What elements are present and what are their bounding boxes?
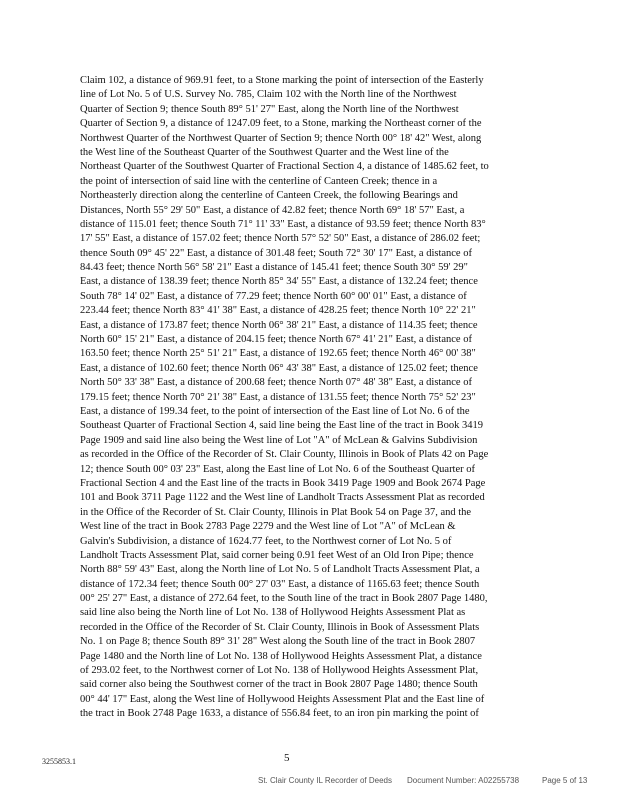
text-line: West line of the tract in Book 2783 Page 2279 and the West line of Lot "A" of McLean &: [80, 521, 456, 533]
text-line: the point of intersection of said line with the centerline of Canteen Creek; thence in a: [80, 175, 438, 187]
text-line: 00° 25' 27" East, a distance of 272.64 feet, to the South line of the tract in Book 2807 Page 1480,: [80, 593, 488, 605]
text-line: North 60° 15' 21" East, a distance of 204.15 feet; thence North 67° 41' 21" East, a distance of: [80, 334, 472, 346]
text-line: North 50° 33' 38" East, a distance of 200.68 feet; thence North 07° 48' 38" East, a distance of: [80, 377, 472, 389]
text-line: 17' 55" East, a distance of 157.02 feet; thence North 57° 52' 50" East, a distance of 286.02 feet;: [80, 233, 481, 245]
text-line: in the Office of the Recorder of St. Clair County, Illinois in Plat Book 54 on Page 37, and the: [80, 506, 472, 518]
text-line: 101 and Book 3711 Page 1122 and the West line of Landholt Tracts Assessment Plat as recorded: [80, 492, 485, 504]
text-line: Southeast Quarter of Fractional Section 4, said line being the East line of the tract in Book 3419: [80, 420, 483, 432]
document-number: Document Number: A02255738: [407, 776, 520, 785]
text-line: Quarter of Section 9, a distance of 1247.09 feet, to a Stone, marking the Northeast corner of the: [80, 118, 482, 130]
text-line: line of Lot No. 5 of U.S. Survey No. 785, Claim 102 with the North line of the Northwest: [80, 89, 457, 101]
text-line: Claim 102, a distance of 969.91 feet, to a Stone marking the point of intersection of the Easterly: [80, 75, 484, 86]
page-number: 5: [284, 752, 290, 764]
footer-document-id: 3255853.1: [42, 757, 76, 766]
text-line: East, a distance of 199.34 feet, to the point of intersection of the East line of Lot No. 6 of the: [80, 405, 470, 417]
text-line: as recorded in the Office of the Recorder of St. Clair County, Illinois in Book of Plats 42 on Page: [80, 449, 489, 461]
legal-description-text: [80, 74, 570, 722]
recorder-source: St. Clair County IL Recorder of Deeds: [258, 776, 392, 785]
text-line: 12; thence South 00° 03' 23" East, along the East line of Lot No. 6 of the Southeast Quarter of: [80, 463, 476, 475]
text-line: 84.43 feet; thence North 56° 58' 21" East a distance of 145.41 feet; thence South 30° 59' 29": [80, 262, 468, 274]
text-line: No. 1 on Page 8; thence South 89° 31' 28" West along the South line of the tract in Book 2807: [80, 636, 476, 648]
text-line: the West line of the Southeast Quarter of the Southwest Quarter and the West line of the: [80, 146, 449, 158]
text-line: said corner also being the Southwest corner of the tract in Book 2807 Page 1480; thence South: [80, 679, 478, 691]
text-line: distance of 172.34 feet; thence South 00° 27' 03" East, a distance of 1165.63 feet; thence South: [80, 578, 480, 590]
text-line: 163.50 feet; thence North 25° 51' 21" East, a distance of 192.65 feet; thence North 46° 00' 38": [80, 348, 476, 360]
text-line: Northwest Quarter of the Northwest Quarter of Section 9; thence North 00° 18' 42" West, along: [80, 132, 482, 144]
text-line: North 88° 59' 43" East, along the North line of Lot No. 5 of Landholt Tracts Assessment Plat, a: [80, 564, 480, 576]
text-line: Distances, North 55° 29' 50" East, a distance of 42.82 feet; thence North 69° 18' 57" East, a: [80, 204, 465, 216]
text-line: Northeast Quarter of the Southwest Quarter of Fractional Section 4, a distance of 1485.62 feet, to: [80, 161, 489, 173]
text-line: South 78° 14' 02" East, a distance of 77.29 feet; thence North 60° 00' 01" East, a distance of: [80, 290, 467, 302]
text-line: Fractional Section 4 and the East line of the tracts in Book 3419 Page 1909 and Book 2674 Page: [80, 477, 486, 489]
text-line: recorded in the Office of the Recorder of St. Clair County, Illinois in Book of Assessment Plats: [80, 621, 480, 633]
text-line: said line also being the North line of Lot No. 138 of Hollywood Heights Assessment Plat as: [80, 607, 466, 619]
text-line: Quarter of Section 9; thence South 89° 51' 27" East, along the North line of the Northwest: [80, 103, 459, 115]
text-line: of 293.02 feet, to the Northwest corner of Lot No. 138 of Hollywood Heights Assessment Plat,: [80, 665, 479, 677]
page-indicator: Page 5 of 13: [542, 776, 588, 785]
text-line: Page 1480 and the North line of Lot No. 138 of Hollywood Heights Assessment Plat, a distance: [80, 650, 482, 662]
text-line: 179.15 feet; thence North 70° 21' 38" East, a distance of 131.55 feet; thence North 75° 52' 23": [80, 391, 476, 403]
text-line: thence South 09° 45' 22" East, a distance of 301.48 feet; South 72° 30' 17" East, a distance of: [80, 247, 472, 259]
text-line: distance of 115.01 feet; thence South 71° 11' 33" East, a distance of 93.59 feet; thence North 83°: [80, 218, 486, 230]
text-line: 00° 44' 17" East, along the West line of Hollywood Heights Assessment Plat and the East line of: [80, 693, 485, 705]
text-line: 223.44 feet; thence North 83° 41' 38" East, a distance of 428.25 feet; thence North 10° 22' 21": [80, 305, 476, 317]
text-line: East, a distance of 102.60 feet; thence North 06° 43' 38" East, a distance of 125.02 feet; thence: [80, 362, 478, 374]
text-line: East, a distance of 173.87 feet; thence North 06° 38' 21" East, a distance of 114.35 feet; thence: [80, 319, 478, 331]
text-line: East, a distance of 138.39 feet; thence North 85° 34' 55" East, a distance of 132.24 feet; thence: [80, 276, 478, 288]
text-line: Page 1909 and said line also being the West line of Lot "A" of McLean & Galvins Subdivision: [80, 434, 478, 446]
text-line: Galvin's Subdivision, a distance of 1624.77 feet, to the Northwest corner of Lot No. 5 of: [80, 535, 452, 547]
text-line: Landholt Tracts Assessment Plat, said corner being 0.91 feet West of an Old Iron Pipe; thence: [80, 549, 474, 561]
text-line: the tract in Book 2748 Page 1633, a distance of 556.84 feet, to an iron pin marking the point of: [80, 708, 479, 720]
viewer-info-bar: [0, 776, 618, 792]
text-line: Northeasterly direction along the centerline of Canteen Creek, the following Bearings and: [80, 190, 458, 202]
